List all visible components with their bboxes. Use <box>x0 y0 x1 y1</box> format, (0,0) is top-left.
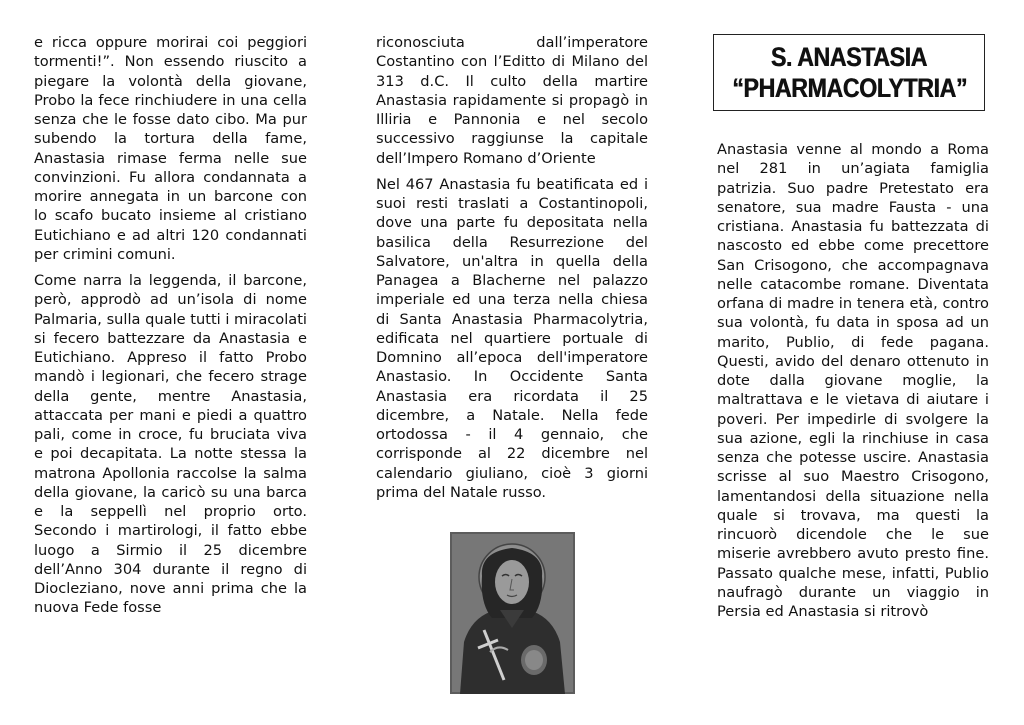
text-column-3 <box>717 140 989 628</box>
paragraph: Anastasia venne al mondo a Roma nel 281 in un’agiata famiglia patrizia. Suo padre Pretestato era senatore, sua madre Fausta - una cristiana. Anastasia fu battezzata di nascosto ed ebbe come precettore San Crisogono, che accompagnava nelle catacombe romane. Diventata orfana di madre in tenera età, contro sua volontà, fu data in sposa ad un marito, Publio, di fede pagana. Questi, avido del denaro ottenuto in dote dalla giovane moglie, la maltrattava e le vietava di aiutare i poveri. Per impedirle di svolgere la sua azione, egli la rinchiuse in casa senza che potesse uscire. Anastasia scrisse al suo Maestro Crisogono, lamentandosi della situazione nella quale si trovava, ma questi la rincuorò dicendole che le sue miserie avrebbero avuto presto fine. Passato qualche mese, infatti, Publio naufragò durante un viaggio in Persia ed Anastasia si ritrovò <box>717 141 989 620</box>
text-column-2 <box>376 33 648 509</box>
paragraph: riconosciuta dall’imperatore Costantino con l’Editto di Milano del 313 d.C. Il culto della martire Anastasia rapidamente si propagò in Illiria e Pannonia e nel secolo successivo raggiunse la capitale dell’Impero Romano d’Oriente <box>376 34 648 167</box>
saint-anastasia-icon <box>450 532 575 694</box>
saint-icon-image <box>450 532 575 694</box>
paragraph: Come narra la leggenda, il barcone, però, approdò ad un’isola di nome Palmaria, sulla quale tutti i miracolati si fecero battezzare da Anastasia e Eutichiano. Appreso il fatto Probo mandò i legionari, che fecero strage della gente, mentre Anastasia, attaccata per mani e piedi a quattro pali, come in croce, fu bruciata viva e poi decapitata. La notte stessa la matrona Apollonia raccolse la salma della giovane, la caricò su una barca e la seppellì nel proprio orto. Secondo i martirologi, il fatto ebbe luogo a Sirmio il 25 dicembre dell’Anno 304 durante il regno di Diocleziano, nove anni prima che la nuova Fede fosse <box>34 272 307 617</box>
text-column-1 <box>34 33 307 625</box>
paragraph: e ricca oppure morirai coi peggiori tormenti!”. Non essendo riuscito a piegare la volontà della giovane, Probo la fece rinchiudere in una cella senza che le fosse dato cibo. Ma pur subendo la tortura della fame, Anastasia rimase ferma nelle sue convinzioni. Fu allora condannata a morire annegata in un barcone con lo scafo bucato insieme al cristiano Eutichiano e ad altri 120 condannati per crimini comuni. <box>34 34 307 263</box>
title-line-1: S. ANASTASIA <box>770 41 928 72</box>
title-line-2: “PHARMACOLYTRIA” <box>731 72 967 103</box>
paragraph: Nel 467 Anastasia fu beatificata ed i suoi resti traslati a Costantinopoli, dove una parte fu depositata nella basilica della Resurrezione del Salvatore, un'altra in quella della Panagea a Blacherne nel palazzo imperiale ed una terza nella chiesa di Santa Anastasia Pharmacolytria, edificata nel quartiere portuale di Domnino all’epoca dell'imperatore Anastasio. In Occidente Santa Anastasia era ricordata il 25 dicembre, a Natale. Nella fede ortodossa - il 4 gennaio, che corrisponde al 22 dicembre nel calendario giuliano, cioè 3 giorni prima del Natale russo. <box>376 175 648 501</box>
title-box <box>713 34 985 111</box>
